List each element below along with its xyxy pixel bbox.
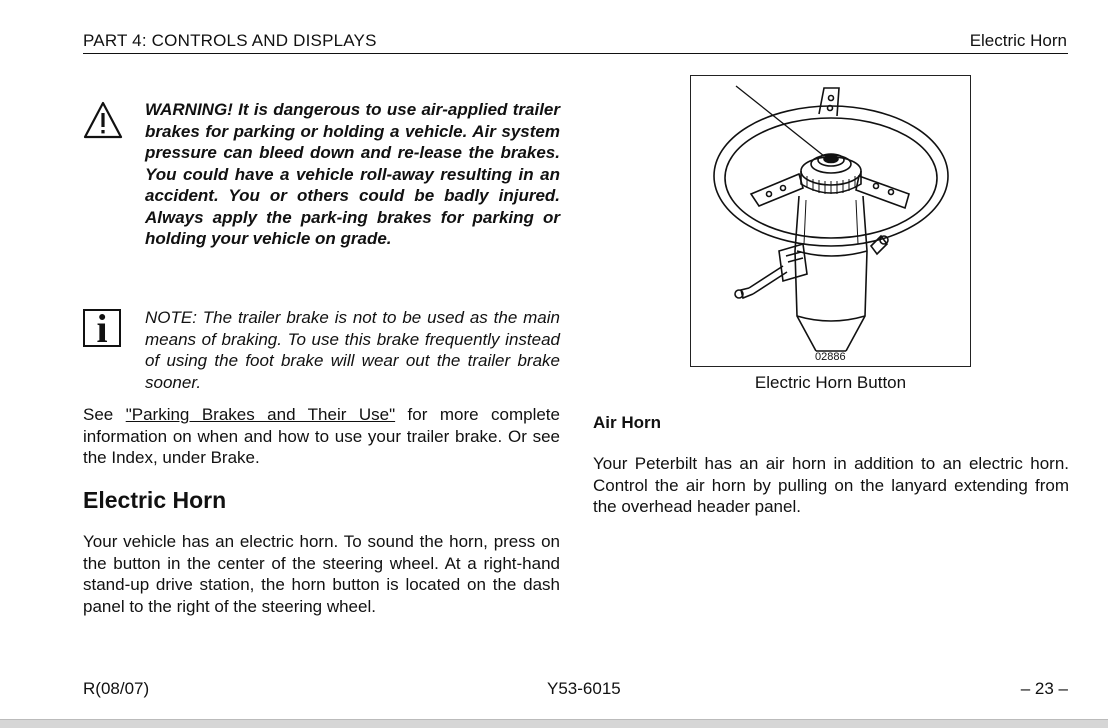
see-prefix: See — [83, 405, 126, 424]
left-column — [83, 99, 560, 616]
air-horn-heading: Air Horn — [593, 413, 661, 432]
note-block — [83, 307, 560, 397]
electric-horn-paragraph: Your vehicle has an electric horn. To sound the horn, press on the button in the center of the steering wheel. At a right-hand stand-up drive station, the horn button is located on the dash panel to the right of the steering wheel. — [83, 532, 560, 616]
info-icon: i — [83, 309, 121, 347]
warning-triangle-icon — [83, 101, 123, 139]
see-suffix: for more complete information on when and how to use your trailer brake. Or see the Index, under Brake. — [83, 405, 560, 467]
electric-horn-heading: Electric Horn — [83, 487, 227, 513]
header-rule — [83, 53, 1068, 54]
footer-revision: R(08/07) — [83, 679, 150, 698]
steering-wheel-illustration — [691, 76, 972, 368]
header-section-title: PART 4: CONTROLS AND DISPLAYS — [83, 31, 377, 50]
parking-brakes-link[interactable]: "Parking Brakes and Their Use" — [125, 405, 396, 424]
steering-wheel-figure — [690, 75, 971, 367]
warning-text: WARNING! It is dangerous to use air-applied trailer brakes for parking or holding a vehicle. Air system pressure can bleed down and re-lease the brakes. You could have a vehicle roll-away resulting in an accident. You or others could be badly injured. Always apply the park-ing brakes for parking or holding your vehicle on grade. — [145, 100, 560, 248]
figure-code: 02886 — [815, 351, 846, 363]
figure-caption: Electric Horn Button — [754, 373, 907, 392]
air-horn-paragraph: Your Peterbilt has an air horn in addition to an electric horn. Control the air horn by pulling on the lanyard extending from the overhead header panel. — [593, 454, 1069, 516]
note-text: NOTE: The trailer brake is not to be used as the main means of braking. To use this brake frequently instead of using the foot brake will wear out the trailer brake sooner. — [145, 308, 560, 392]
footer-page-number: – 23 – — [1020, 679, 1068, 698]
footer-doc-number: Y53-6015 — [547, 679, 621, 698]
see-paragraph — [83, 404, 560, 469]
header-topic: Electric Horn — [969, 31, 1067, 50]
warning-block — [83, 99, 560, 279]
